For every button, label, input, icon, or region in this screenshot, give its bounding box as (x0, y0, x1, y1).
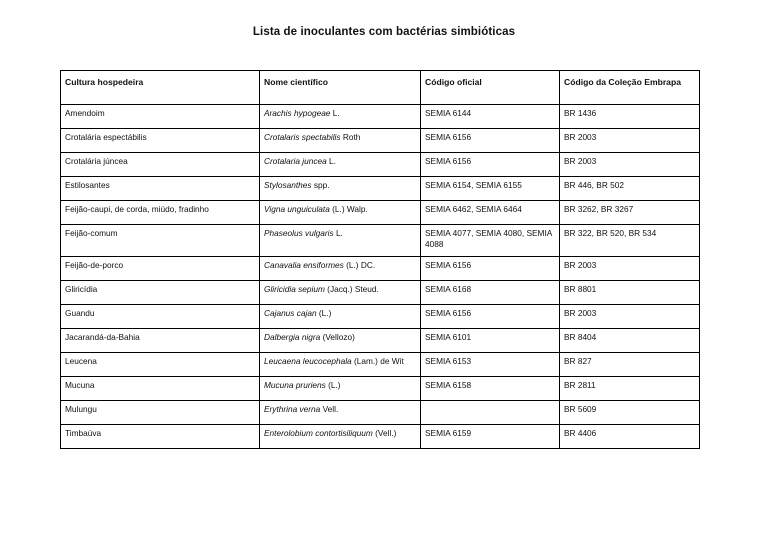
author-citation: spp. (311, 180, 330, 190)
official-code-cell: SEMIA 6101 (421, 329, 560, 353)
scientific-name-cell (260, 329, 421, 353)
scientific-name: Phaseolus vulgaris (264, 228, 334, 238)
official-code-cell: SEMIA 6462, SEMIA 6464 (421, 201, 560, 225)
table-row (61, 225, 700, 257)
scientific-name: Cajanus cajan (264, 308, 317, 318)
table-row (61, 425, 700, 449)
scientific-name-cell (260, 153, 421, 177)
scientific-name-cell (260, 401, 421, 425)
scientific-name-cell (260, 425, 421, 449)
official-code-cell: SEMIA 6144 (421, 105, 560, 129)
table-row (61, 377, 700, 401)
embrapa-code-cell: BR 4406 (560, 425, 700, 449)
official-code-cell: SEMIA 4077, SEMIA 4080, SEMIA 4088 (421, 225, 560, 257)
scientific-name: Crotalaris spectabilis (264, 132, 341, 142)
author-citation: Roth (340, 132, 361, 142)
scientific-name: Crotalaria juncea (264, 156, 327, 166)
embrapa-code-cell: BR 827 (560, 353, 700, 377)
scientific-name: Mucuna pruriens (264, 380, 326, 390)
scientific-name: Vigna unguiculata (264, 204, 330, 214)
scientific-name-cell (260, 201, 421, 225)
official-code-cell: SEMIA 6154, SEMIA 6155 (421, 177, 560, 201)
host-culture-cell: Gliricídia (61, 281, 260, 305)
scientific-name-cell (260, 377, 421, 401)
header-host-culture: Cultura hospedeira (61, 71, 260, 105)
document-title: Lista de inoculantes com bactérias simbióticas (252, 26, 516, 38)
embrapa-code-cell: BR 8801 (560, 281, 700, 305)
embrapa-code-cell: BR 2811 (560, 377, 700, 401)
author-citation: (Jacq.) Steud. (324, 284, 379, 294)
scientific-name: Leucaena leucocephala (264, 356, 352, 366)
author-citation: L. (333, 228, 343, 238)
author-citation: (Vell.) (372, 428, 397, 438)
table-body (61, 105, 700, 449)
embrapa-code-cell: BR 322, BR 520, BR 534 (560, 225, 700, 257)
embrapa-code-cell: BR 2003 (560, 305, 700, 329)
table-row (61, 201, 700, 225)
table-row (61, 305, 700, 329)
official-code-cell (421, 401, 560, 425)
scientific-name-cell (260, 305, 421, 329)
author-citation: L. (326, 156, 336, 166)
header-embrapa-code: Código da Coleção Embrapa (560, 71, 700, 105)
table-row (61, 153, 700, 177)
table-row (61, 177, 700, 201)
host-culture-cell: Feijão-de-porco (61, 257, 260, 281)
table-row (61, 401, 700, 425)
scientific-name-cell (260, 353, 421, 377)
table-header-row (61, 71, 700, 105)
host-culture-cell: Feijão-caupi, de corda, miúdo, fradinho (61, 201, 260, 225)
scientific-name: Canavalia ensiformes (264, 260, 344, 270)
official-code-cell: SEMIA 6168 (421, 281, 560, 305)
embrapa-code-cell: BR 8404 (560, 329, 700, 353)
scientific-name: Erythrina verna (264, 404, 321, 414)
embrapa-code-cell: BR 2003 (560, 129, 700, 153)
header-official-code: Código oficial (421, 71, 560, 105)
scientific-name-cell (260, 177, 421, 201)
author-citation: Vell. (320, 404, 339, 414)
host-culture-cell: Amendoim (61, 105, 260, 129)
author-citation: (L.) DC. (343, 260, 376, 270)
official-code-cell: SEMIA 6156 (421, 129, 560, 153)
scientific-name-cell (260, 225, 421, 257)
official-code-cell: SEMIA 6156 (421, 257, 560, 281)
host-culture-cell: Mucuna (61, 377, 260, 401)
author-citation: (L.) (325, 380, 341, 390)
official-code-cell: SEMIA 6153 (421, 353, 560, 377)
embrapa-code-cell: BR 3262, BR 3267 (560, 201, 700, 225)
scientific-name: Stylosanthes (264, 180, 312, 190)
table-row (61, 129, 700, 153)
embrapa-code-cell: BR 5609 (560, 401, 700, 425)
table-row (61, 257, 700, 281)
host-culture-cell: Guandu (61, 305, 260, 329)
author-citation: (Lam.) de Wit (351, 356, 404, 366)
official-code-cell: SEMIA 6159 (421, 425, 560, 449)
inoculants-table (60, 70, 700, 449)
host-culture-cell: Timbaúva (61, 425, 260, 449)
author-citation: L. (330, 108, 340, 118)
host-culture-cell: Mulungu (61, 401, 260, 425)
host-culture-cell: Estilosantes (61, 177, 260, 201)
header-scientific-name: Nome científico (260, 71, 421, 105)
scientific-name-cell (260, 281, 421, 305)
host-culture-cell: Jacarandá-da-Bahia (61, 329, 260, 353)
table-row (61, 105, 700, 129)
author-citation: (Vellozo) (320, 332, 355, 342)
embrapa-code-cell: BR 2003 (560, 153, 700, 177)
host-culture-cell: Feijão-comum (61, 225, 260, 257)
host-culture-cell: Crotalária espectábilis (61, 129, 260, 153)
scientific-name-cell (260, 105, 421, 129)
host-culture-cell: Crotalária júncea (61, 153, 260, 177)
table-row (61, 329, 700, 353)
embrapa-code-cell: BR 1436 (560, 105, 700, 129)
scientific-name: Arachis hypogeae (264, 108, 331, 118)
official-code-cell: SEMIA 6156 (421, 153, 560, 177)
embrapa-code-cell: BR 2003 (560, 257, 700, 281)
official-code-cell: SEMIA 6156 (421, 305, 560, 329)
author-citation: (L.) (316, 308, 332, 318)
author-citation: (L.) Walp. (329, 204, 368, 214)
scientific-name-cell (260, 129, 421, 153)
official-code-cell: SEMIA 6158 (421, 377, 560, 401)
scientific-name: Enterolobium contortisiliquum (264, 428, 373, 438)
scientific-name: Gliricidia sepium (264, 284, 325, 294)
scientific-name-cell (260, 257, 421, 281)
embrapa-code-cell: BR 446, BR 502 (560, 177, 700, 201)
table-row (61, 353, 700, 377)
scientific-name: Dalbergia nigra (264, 332, 321, 342)
table-row (61, 281, 700, 305)
host-culture-cell: Leucena (61, 353, 260, 377)
